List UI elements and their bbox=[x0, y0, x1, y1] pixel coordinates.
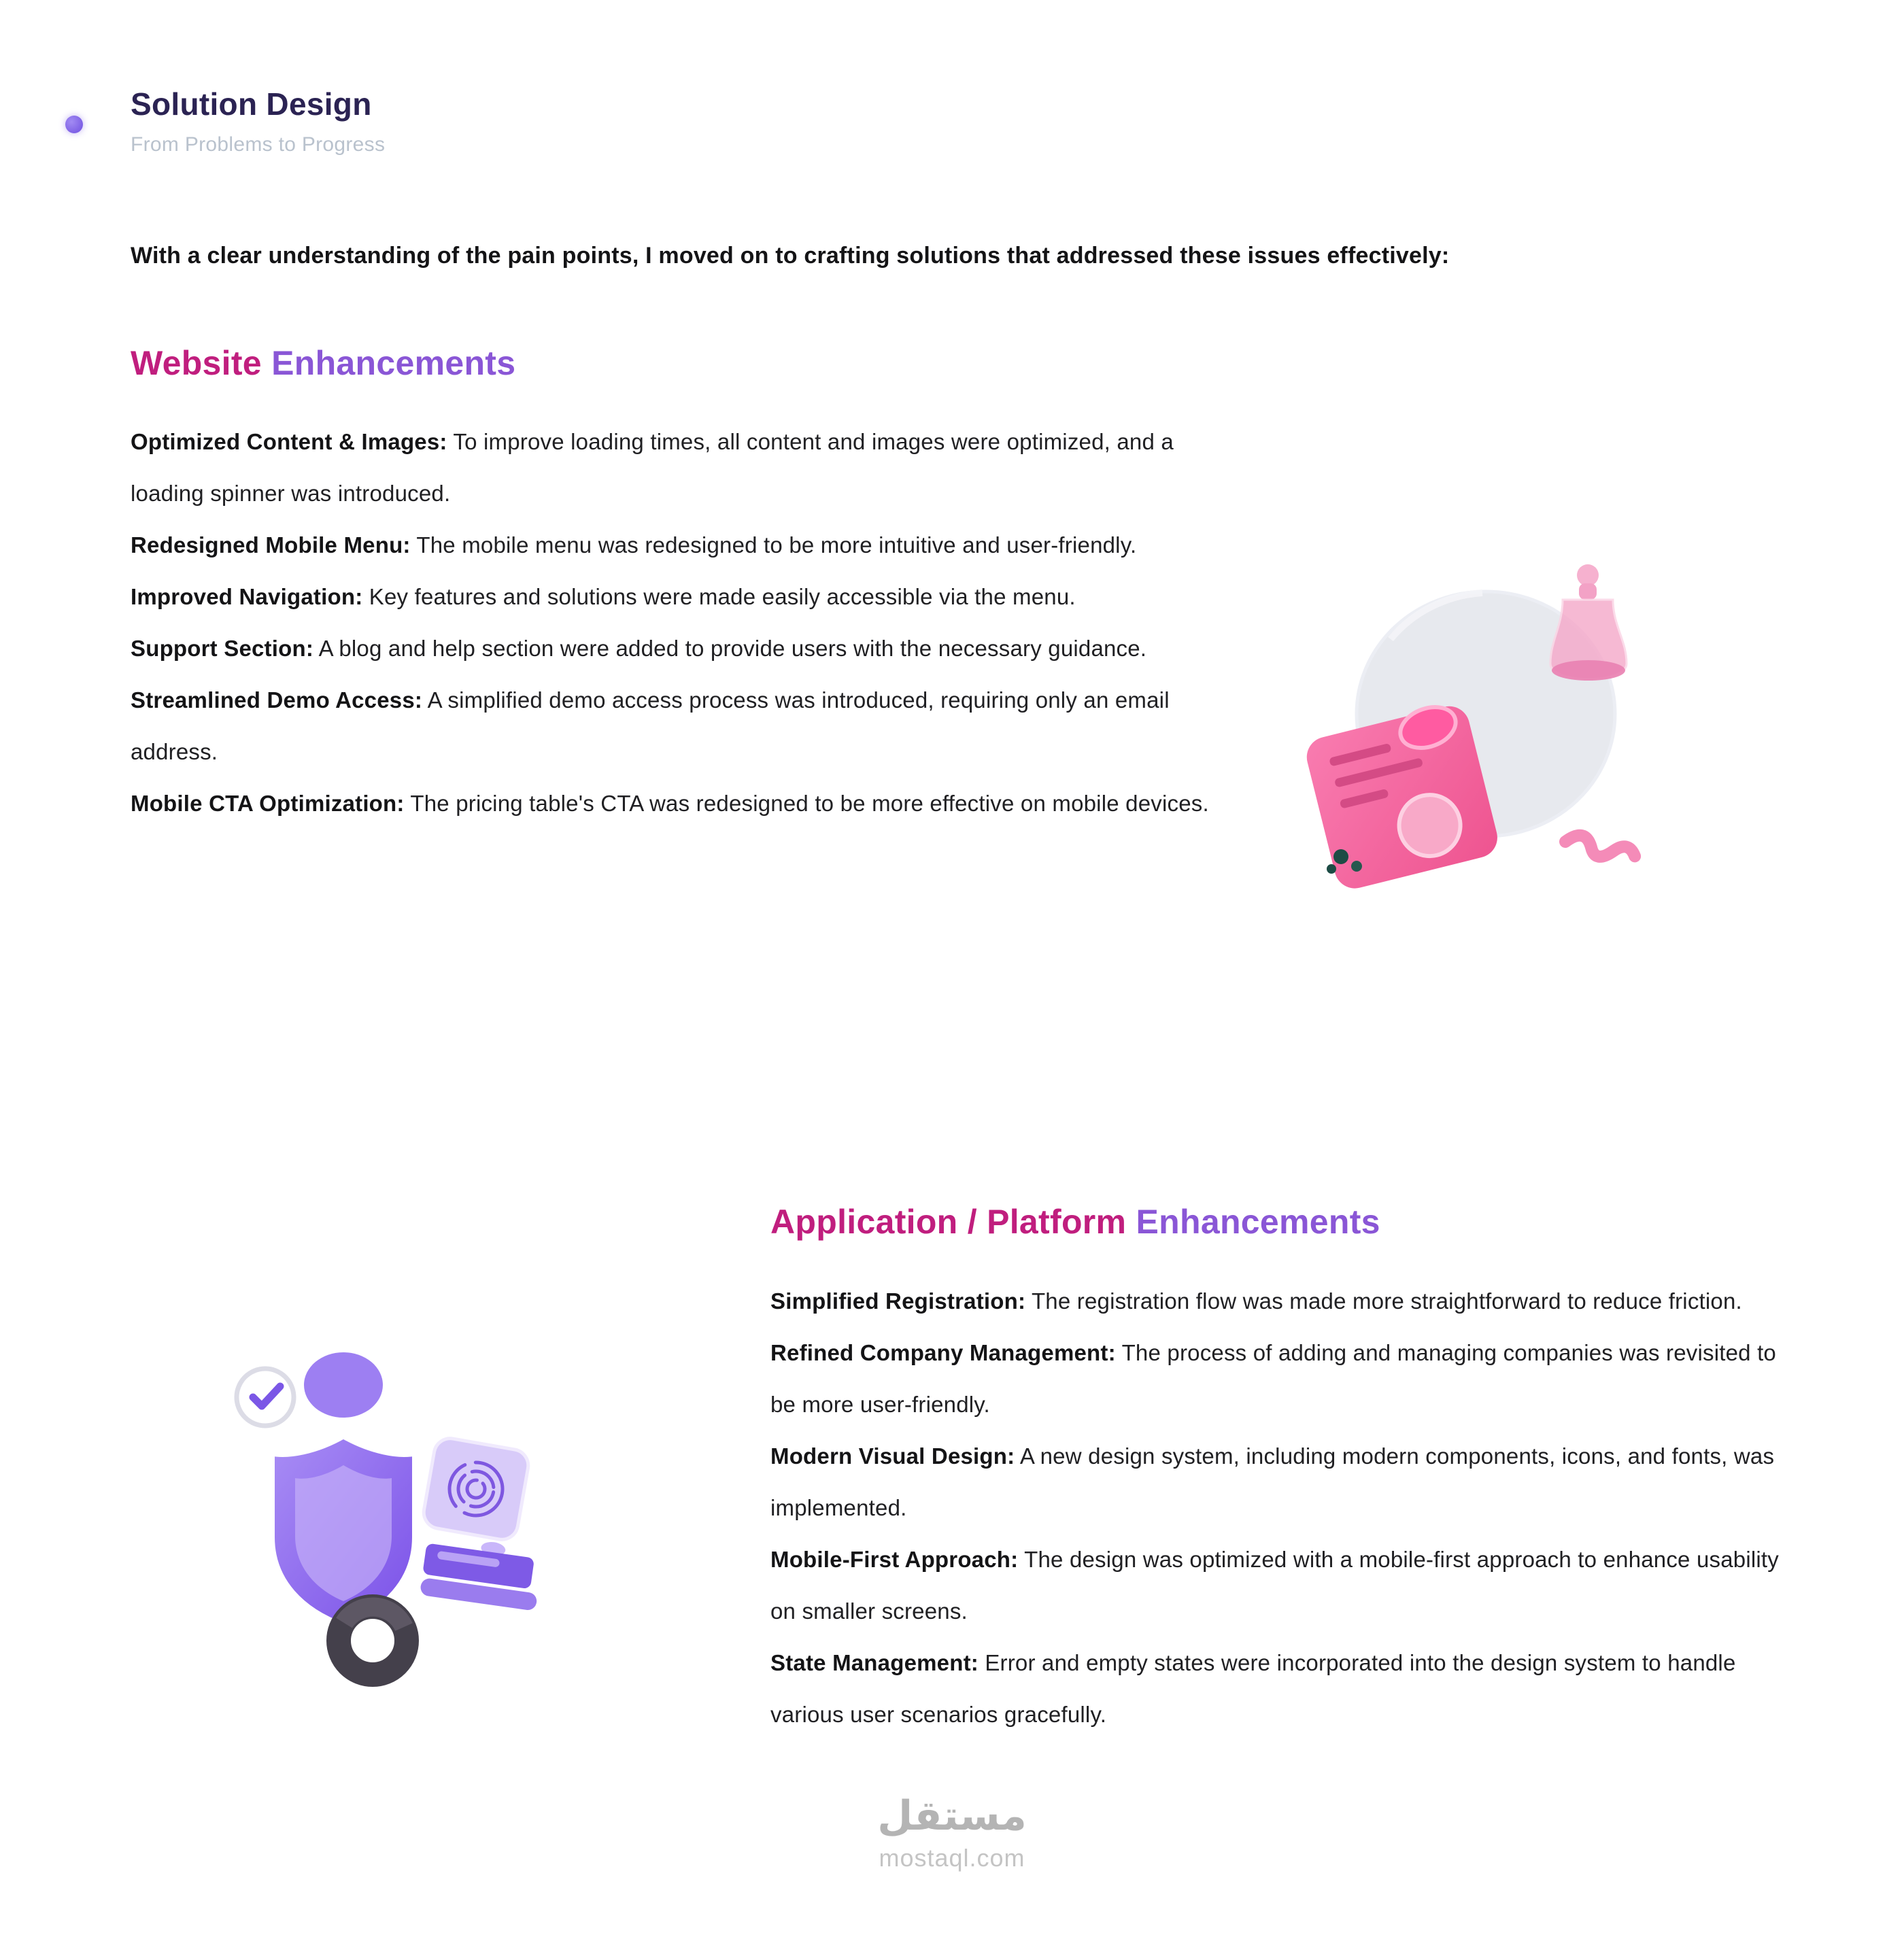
list-item: Mobile CTA Optimization: The pricing table's CTA was redesigned to be more effective on mobile devices. bbox=[131, 791, 1209, 816]
page-header bbox=[131, 86, 385, 156]
list-item: Support Section: A blog and help section were added to provide users with the necessary guidance. bbox=[131, 636, 1147, 661]
list-item: Improved Navigation: Key features and solutions were made easily accessible via the menu. bbox=[131, 584, 1076, 609]
list-item: Mobile-First Approach: The design was optimized with a mobile-first approach to enhance usability on smaller screens. bbox=[770, 1547, 1779, 1624]
section-title-primary: Application / Platform bbox=[770, 1203, 1127, 1241]
list-item: State Management: Error and empty states were incorporated into the design system to handle various user scenarios gracefully. bbox=[770, 1650, 1736, 1727]
list-item: Simplified Registration: The registration flow was made more straightforward to reduce friction. bbox=[770, 1288, 1742, 1314]
list-item: Redesigned Mobile Menu: The mobile menu was redesigned to be more intuitive and user-friendly. bbox=[131, 532, 1137, 558]
list-item: Modern Visual Design: A new design system, including modern components, icons, and fonts, was implemented. bbox=[770, 1443, 1775, 1520]
watermark-arabic-logo: مستقل bbox=[877, 1792, 1027, 1840]
page-subtitle: From Problems to Progress bbox=[131, 133, 386, 156]
list-item: Optimized Content & Images: To improve loading times, all content and images were optimized, and a loading spinner was introduced. bbox=[131, 429, 1174, 506]
section-title-secondary: Enhancements bbox=[261, 344, 516, 382]
list-item: Refined Company Management: The process of adding and managing companies was revisited to be more user-friendly. bbox=[770, 1340, 1776, 1417]
research-notes-illustration-svg bbox=[1278, 537, 1646, 918]
research-notes-illustration bbox=[1278, 537, 1646, 918]
section-title-secondary: Enhancements bbox=[1126, 1203, 1380, 1241]
watermark-domain: mostaql.com bbox=[879, 1844, 1025, 1872]
section-title-primary: Website bbox=[131, 344, 262, 382]
application-enhancements-list bbox=[770, 1275, 1790, 1741]
section-title-website-enhancements bbox=[131, 343, 515, 383]
bullet-dot-icon bbox=[65, 116, 83, 133]
page-title: Solution Design bbox=[131, 86, 372, 122]
security-shield-illustration-svg bbox=[204, 1343, 585, 1696]
security-shield-illustration bbox=[204, 1343, 585, 1696]
section-title-application-platform-enhancements bbox=[770, 1202, 1380, 1242]
list-item: Streamlined Demo Access: A simplified demo access process was introduced, requiring only an email address. bbox=[131, 687, 1170, 764]
watermark bbox=[0, 1792, 1904, 1872]
website-enhancements-list bbox=[131, 416, 1246, 829]
intro-paragraph: With a clear understanding of the pain points, I moved on to crafting solutions that addressed these issues effectively: bbox=[131, 243, 1450, 269]
